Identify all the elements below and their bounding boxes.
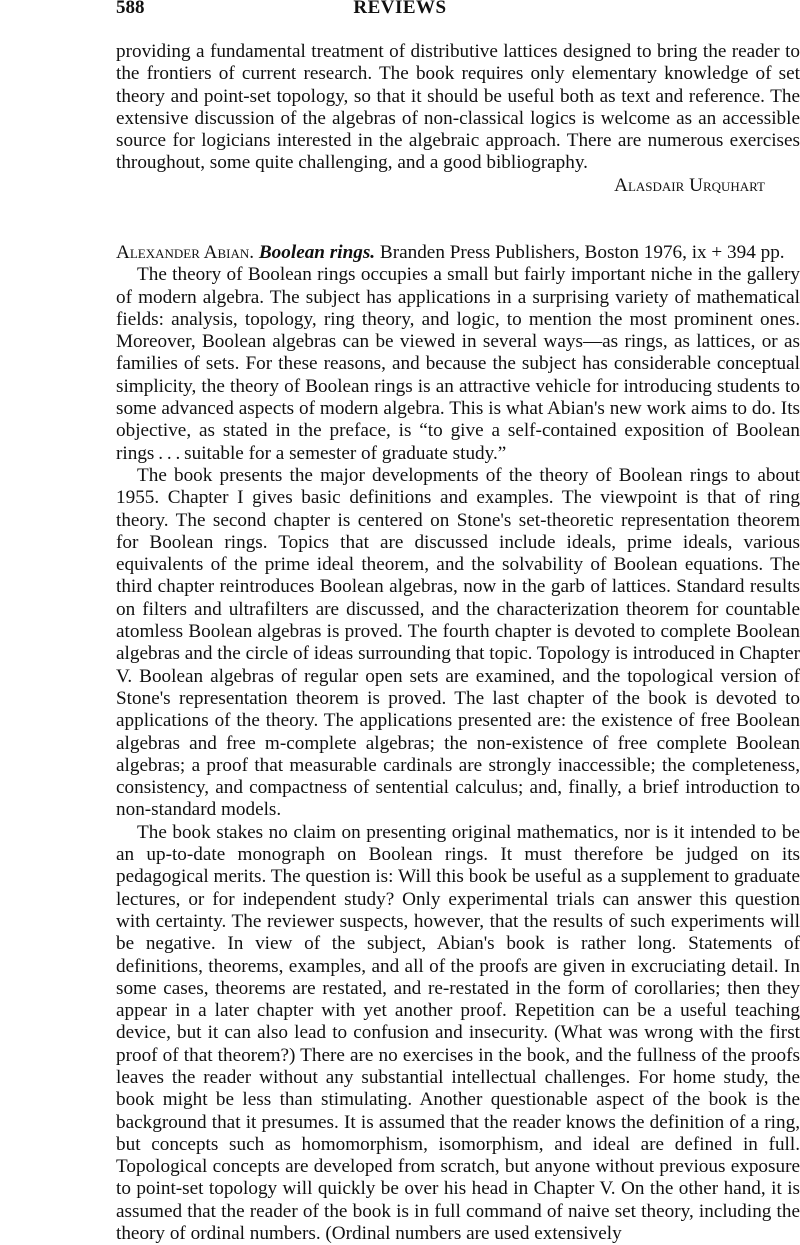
previous-review-tail — [116, 41, 800, 197]
review-citation — [116, 242, 800, 264]
book-author: Alexander Abian. — [116, 242, 255, 263]
previous-review-paragraph: providing a fundamental treatment of distributive lattices designed to bring the reader to the frontiers of current research. The book requires only elementary knowledge of set theory and point-set topology, so that it should be useful both as text and reference. The extensive discussion of the algebras of non-classical logics is welcome as an accessible source for logicians interested in the algebraic approach. There are numerous exercises throughout, some quite challenging, and a good bibliography. — [116, 41, 800, 174]
review-paragraph-2: The book presents the major developments of the theory of Boolean rings to about 1955. Chapter I gives basic definitions and examples. The viewpoint is that of ring theory. The second chapter is centered on Stone's set-theoretic representation theorem for Boolean rings. Topics that are discussed include ideals, prime ideals, various equivalents of the prime ideal theorem, and the solvability of Boolean equations. The third chapter reintroduces Boolean algebras, now in the garb of lattices. Standard results on filters and ultrafilters are discussed, and the characterization theorem for countable atomless Boolean algebras is proved. The fourth chapter is devoted to complete Boolean algebras and the circle of ideas surrounding that topic. Topology is introduced in Chapter V. Boolean algebras of regular open sets are examined, and the topological version of Stone's representation theorem is proved. The last chapter of the book is devoted to applications of the theory. The applications presented are: the existence of free Boolean algebras and free m-complete algebras; the non-existence of free complete Boolean algebras; a proof that measurable cardinals are strongly inaccessible; the completeness, consistency, and compactness of sentential calculus; and, finally, a brief introduction to non-standard models. — [116, 464, 800, 821]
review-paragraph-1: The theory of Boolean rings occupies a small but fairly important niche in the gallery of modern algebra. The subject has applications in a surprising variety of mathematical fields: analysis, topology, ring theory, and logic, to mention the most prominent ones. Moreover, Boolean algebras can be viewed in several ways—as rings, as lattices, or as families of sets. For these reasons, and because the subject has considerable conceptual simplicity, the theory of Boolean rings is an attractive vehicle for introducing students to some advanced aspects of modern algebra. This is what Abian's new work aims to do. Its objective, as stated in the preface, is “to give a self-contained exposition of Boolean rings . . . suitable for a semester of graduate study.” — [116, 264, 800, 464]
page-number: 588 — [116, 0, 145, 18]
review-article — [116, 242, 800, 1245]
reviewer-signature: Alasdair Urquhart — [614, 174, 765, 196]
running-head: REVIEWS — [353, 0, 447, 18]
book-title: Boolean rings. — [258, 242, 376, 263]
book-publication: Branden Press Publishers, Boston 1976, ix + 394 pp. — [379, 242, 785, 263]
review-paragraph-3: The book stakes no claim on presenting original mathematics, nor is it intended to be an up-to-date monograph on Boolean rings. It must therefore be judged on its pedagogical merits. The question is: Will this book be useful as a supplement to graduate lectures, or for independent study? Only experimental trials can answer this question with certainty. The reviewer suspects, however, that the results of such experiments will be negative. In view of the subject, Abian's book is rather long. Statements of definitions, theorems, examples, and all of the proofs are given in excruciating detail. In some cases, theorems are restated, and re-restated in the form of corollaries; then they appear in a later chapter with yet another proof. Repetition can be a useful teaching device, but it can also lead to confusion and insecurity. (What was wrong with the first proof of that theorem?) There are no exercises in the book, and the fullness of the proofs leaves the reader without any substantial intellectual challenges. For home study, the book might be less than stimulating. Another questionable aspect of the book is the background that it presumes. It is assumed that the reader knows the definition of a ring, but concepts such as homomorphism, isomorphism, and ideal are defined in full. Topological concepts are developed from scratch, but anyone without previous exposure to point-set topology will quickly be over his head in Chapter V. On the other hand, it is assumed that the reader of the book is in full command of naive set theory, including the theory of ordinal numbers. (Ordinal numbers are used extensively — [116, 821, 800, 1245]
page-header — [0, 0, 800, 22]
